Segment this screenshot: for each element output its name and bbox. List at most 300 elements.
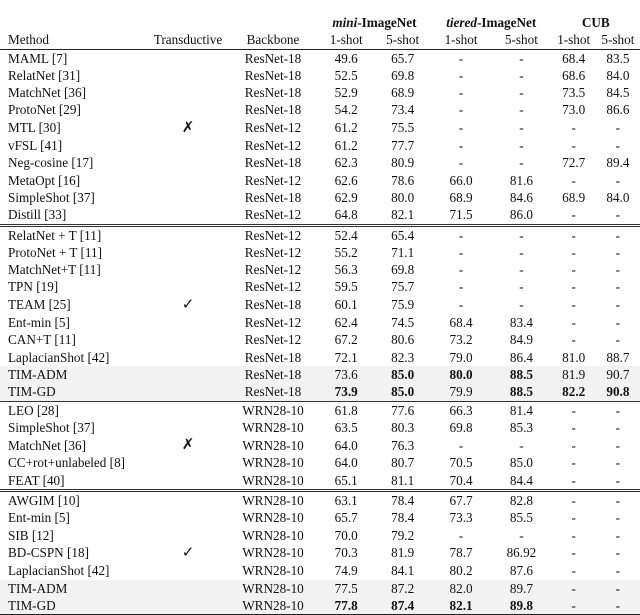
table-row <box>0 49 640 67</box>
table-row <box>0 544 640 562</box>
value-cell: 76.3 <box>391 437 415 453</box>
value-cell: - <box>458 437 464 453</box>
value-cell: - <box>615 493 621 509</box>
col-header-transductive: Transductive <box>148 31 228 49</box>
value-cell: - <box>519 437 524 453</box>
transductive-cell <box>148 206 228 225</box>
value-cell: 86.92 <box>506 545 537 561</box>
value-cell: - <box>615 527 621 543</box>
backbone-cell: ResNet-12 <box>244 120 302 136</box>
method-cell: MetaOpt [16] <box>8 172 81 188</box>
backbone-cell: WRN28-10 <box>242 419 304 435</box>
backbone-cell: ResNet-18 <box>244 102 302 118</box>
transductive-cell <box>148 154 228 171</box>
value-cell: 79.2 <box>391 527 415 543</box>
value-cell: 80.9 <box>391 155 415 171</box>
value-cell: - <box>571 545 576 561</box>
group-header-tiered-imagenet: tiered-ImageNet <box>446 15 537 30</box>
value-cell: 84.1 <box>391 563 415 579</box>
table-row <box>0 261 640 278</box>
value-cell: - <box>571 527 576 543</box>
table-row <box>0 580 640 597</box>
value-cell: 78.7 <box>449 545 473 561</box>
value-cell: 82.0 <box>431 580 491 597</box>
value-cell: - <box>458 67 464 83</box>
value-cell: - <box>571 510 576 526</box>
value-cell: 85.0 <box>509 455 533 471</box>
value-cell: - <box>571 437 576 453</box>
value-cell: - <box>552 472 596 491</box>
method-cell: Ent-min [5] <box>8 510 70 526</box>
table-row <box>0 527 640 544</box>
value-cell: - <box>615 262 621 278</box>
table-row <box>0 314 640 331</box>
value-cell: 86.6 <box>606 102 630 118</box>
value-cell: 52.5 <box>334 67 358 83</box>
table-row <box>0 472 640 491</box>
value-cell: 89.7 <box>491 580 551 597</box>
value-cell: 73.6 <box>318 366 374 383</box>
value-cell: - <box>571 419 576 435</box>
value-cell: - <box>615 297 621 313</box>
value-cell: - <box>571 138 576 154</box>
col-header-shot: 5-shot <box>374 31 430 49</box>
value-cell: 86.4 <box>509 349 533 365</box>
value-cell: 81.0 <box>562 349 586 365</box>
transductive-cell <box>148 225 228 244</box>
value-cell: 72.7 <box>562 155 586 171</box>
transductive-cell <box>148 472 228 491</box>
backbone-cell: ResNet-18 <box>244 297 302 313</box>
value-cell: 75.7 <box>391 279 415 295</box>
table-row <box>0 172 640 189</box>
value-cell: - <box>571 244 576 260</box>
value-cell: - <box>458 50 464 66</box>
value-cell: 67.7 <box>449 493 473 509</box>
transductive-cell <box>148 454 228 471</box>
table-row <box>0 137 640 154</box>
value-cell: 55.2 <box>334 244 358 260</box>
value-cell: 64.0 <box>334 455 358 471</box>
transductive-cell <box>148 172 228 189</box>
value-cell: 80.0 <box>431 366 491 383</box>
table-row <box>0 509 640 526</box>
value-cell: 90.8 <box>596 383 640 401</box>
value-cell: 73.2 <box>449 332 473 348</box>
value-cell: 81.4 <box>509 402 533 418</box>
transductive-cell <box>148 383 228 401</box>
table-row <box>0 84 640 101</box>
backbone-cell: ResNet-18 <box>244 189 302 205</box>
value-cell: 81.6 <box>509 172 533 188</box>
transductive-cell <box>148 137 228 154</box>
value-cell: - <box>615 455 621 471</box>
value-cell: 86.0 <box>491 206 551 225</box>
value-cell: - <box>519 297 524 313</box>
header-row-groups <box>0 14 640 31</box>
transductive-cell <box>148 189 228 206</box>
value-cell: 89.4 <box>606 155 630 171</box>
method-cell: CAN+T [11] <box>8 332 76 348</box>
table-row <box>0 119 640 137</box>
value-cell: 79.0 <box>449 349 473 365</box>
value-cell: - <box>596 580 640 597</box>
value-cell: 82.1 <box>431 597 491 615</box>
value-cell: 84.6 <box>509 189 533 205</box>
value-cell: 84.0 <box>606 67 630 83</box>
method-cell: MTL [30] <box>8 120 61 136</box>
value-cell: 65.7 <box>334 510 358 526</box>
backbone-cell: ResNet-18 <box>244 85 302 101</box>
value-cell: 65.1 <box>318 472 374 491</box>
table-row <box>0 454 640 471</box>
value-cell: 82.1 <box>374 206 430 225</box>
value-cell: 88.5 <box>491 383 551 401</box>
value-cell: 83.4 <box>509 315 533 331</box>
value-cell: 73.4 <box>391 102 415 118</box>
table-row <box>0 349 640 366</box>
transductive-cell <box>148 419 228 436</box>
value-cell: 73.9 <box>318 383 374 401</box>
table-row <box>0 225 640 244</box>
transductive-cell: ✗ <box>181 119 195 136</box>
value-cell: - <box>571 493 576 509</box>
method-cell: TIM-ADM <box>0 580 148 597</box>
col-header-method: Method <box>0 31 148 49</box>
value-cell: 87.4 <box>374 597 430 615</box>
value-cell: 75.5 <box>391 120 415 136</box>
table-row <box>0 401 640 419</box>
value-cell: 74.9 <box>334 563 358 579</box>
value-cell: - <box>458 527 464 543</box>
value-cell: 61.8 <box>334 402 358 418</box>
value-cell: 87.6 <box>509 563 533 579</box>
value-cell: 89.8 <box>491 597 551 615</box>
value-cell: 80.0 <box>391 189 415 205</box>
method-cell: CC+rot+unlabeled [8] <box>8 455 126 471</box>
value-cell: 68.9 <box>391 85 415 101</box>
transductive-cell <box>148 278 228 295</box>
method-cell: LaplacianShot [42] <box>8 349 110 365</box>
method-cell: TIM-GD <box>0 383 148 401</box>
value-cell: - <box>519 85 524 101</box>
value-cell: - <box>519 262 524 278</box>
table-row <box>0 154 640 171</box>
value-cell: 84.0 <box>606 189 630 205</box>
value-cell: - <box>458 102 464 118</box>
value-cell: 88.7 <box>606 349 630 365</box>
backbone-cell: WRN28-10 <box>242 402 304 418</box>
value-cell: 71.5 <box>431 206 491 225</box>
backbone-cell: ResNet-18 <box>228 383 318 401</box>
value-cell: - <box>571 227 576 243</box>
value-cell: 62.4 <box>334 315 358 331</box>
value-cell: 62.6 <box>334 172 358 188</box>
value-cell: - <box>571 262 576 278</box>
table-row <box>0 296 640 314</box>
value-cell: - <box>519 67 524 83</box>
value-cell: - <box>615 402 621 418</box>
value-cell: 69.8 <box>449 419 473 435</box>
value-cell: - <box>615 120 621 136</box>
backbone-cell: WRN28-10 <box>242 437 304 453</box>
backbone-cell: ResNet-12 <box>244 332 302 348</box>
value-cell: 67.2 <box>334 332 358 348</box>
value-cell: 63.1 <box>334 493 358 509</box>
col-header-backbone: Backbone <box>228 31 318 49</box>
table-row <box>0 366 640 383</box>
transductive-cell <box>148 261 228 278</box>
value-cell: - <box>552 580 596 597</box>
transductive-cell <box>148 331 228 348</box>
backbone-cell: ResNet-12 <box>244 244 302 260</box>
transductive-cell <box>148 597 228 615</box>
header-row-columns <box>0 31 640 49</box>
method-cell: MatchNet+T [11] <box>8 262 101 278</box>
transductive-cell <box>148 84 228 101</box>
table-row <box>0 67 640 84</box>
value-cell: - <box>615 172 621 188</box>
value-cell: - <box>571 402 576 418</box>
value-cell: - <box>458 297 464 313</box>
value-cell: - <box>552 597 596 615</box>
backbone-cell: WRN28-10 <box>242 545 304 561</box>
value-cell: 64.8 <box>318 206 374 225</box>
value-cell: 70.3 <box>334 545 358 561</box>
value-cell: 84.5 <box>606 85 630 101</box>
transductive-cell: ✓ <box>181 296 195 313</box>
transductive-cell <box>148 314 228 331</box>
value-cell: 82.8 <box>509 493 533 509</box>
value-cell: - <box>615 545 621 561</box>
group-header-mini-imagenet: mini-ImageNet <box>332 15 417 30</box>
value-cell: 63.5 <box>334 419 358 435</box>
value-cell: 56.3 <box>334 262 358 278</box>
value-cell: - <box>615 244 621 260</box>
value-cell: 61.2 <box>334 138 358 154</box>
transductive-cell <box>148 101 228 118</box>
value-cell: 62.9 <box>334 189 358 205</box>
value-cell: 68.9 <box>562 189 586 205</box>
backbone-cell: ResNet-18 <box>244 50 302 66</box>
value-cell: 84.4 <box>491 472 551 491</box>
results-table <box>0 14 640 615</box>
col-header-shot: 5-shot <box>491 31 551 49</box>
value-cell: 83.5 <box>606 50 630 66</box>
value-cell: 90.7 <box>596 366 640 383</box>
value-cell: 66.0 <box>449 172 473 188</box>
value-cell: - <box>615 563 621 579</box>
method-cell: FEAT [40] <box>0 472 148 491</box>
value-cell: - <box>458 138 464 154</box>
col-header-shot: 5-shot <box>596 31 640 49</box>
value-cell: 82.2 <box>552 383 596 401</box>
value-cell: 80.7 <box>391 455 415 471</box>
value-cell: - <box>519 155 524 171</box>
value-cell: 69.8 <box>391 262 415 278</box>
value-cell: - <box>596 472 640 491</box>
value-cell: - <box>615 138 621 154</box>
transductive-cell <box>148 509 228 526</box>
value-cell: 70.4 <box>431 472 491 491</box>
value-cell: - <box>458 155 464 171</box>
transductive-cell <box>148 49 228 67</box>
value-cell: - <box>615 227 621 243</box>
table-row <box>0 331 640 348</box>
value-cell: - <box>596 597 640 615</box>
value-cell: - <box>458 244 464 260</box>
transductive-cell <box>148 366 228 383</box>
value-cell: 78.4 <box>391 510 415 526</box>
backbone-cell: ResNet-12 <box>244 279 302 295</box>
value-cell: 77.8 <box>318 597 374 615</box>
method-cell: TEAM [25] <box>8 297 71 313</box>
table-row <box>0 491 640 510</box>
value-cell: - <box>571 297 576 313</box>
value-cell: 68.9 <box>449 189 473 205</box>
method-cell: MAML [7] <box>8 50 68 66</box>
backbone-cell: ResNet-12 <box>244 172 302 188</box>
transductive-cell <box>148 401 228 419</box>
value-cell: 80.3 <box>391 419 415 435</box>
value-cell: - <box>458 120 464 136</box>
value-cell: 84.9 <box>509 332 533 348</box>
value-cell: - <box>571 120 576 136</box>
transductive-cell: ✗ <box>181 437 195 454</box>
value-cell: 73.5 <box>562 85 586 101</box>
value-cell: - <box>552 206 596 225</box>
value-cell: 73.3 <box>449 510 473 526</box>
value-cell: 77.5 <box>318 580 374 597</box>
value-cell: 85.0 <box>374 383 430 401</box>
method-cell: SIB [12] <box>8 527 54 543</box>
col-header-shot: 1-shot <box>431 31 491 49</box>
method-cell: MatchNet [36] <box>8 437 86 453</box>
method-cell: TPN [19] <box>8 279 59 295</box>
backbone-cell: ResNet-12 <box>244 315 302 331</box>
value-cell: - <box>458 279 464 295</box>
value-cell: 80.2 <box>449 563 473 579</box>
method-cell: Ent-min [5] <box>8 315 70 331</box>
table-body <box>0 49 640 615</box>
value-cell: 61.2 <box>334 120 358 136</box>
transductive-cell <box>148 349 228 366</box>
method-cell: AWGIM [10] <box>8 493 80 509</box>
backbone-cell: WRN28-10 <box>228 580 318 597</box>
value-cell: 85.5 <box>509 510 533 526</box>
value-cell: 81.9 <box>552 366 596 383</box>
backbone-cell: WRN28-10 <box>228 597 318 615</box>
value-cell: 69.8 <box>391 67 415 83</box>
method-cell: SimpleShot [37] <box>8 189 95 205</box>
method-cell: Neg-cosine [17] <box>8 155 94 171</box>
backbone-cell: WRN28-10 <box>242 510 304 526</box>
table-row <box>0 206 640 225</box>
value-cell: - <box>615 510 621 526</box>
value-cell: 62.3 <box>334 155 358 171</box>
value-cell: 74.5 <box>391 315 415 331</box>
transductive-cell <box>148 244 228 261</box>
backbone-cell: WRN28-10 <box>242 455 304 471</box>
value-cell: 85.0 <box>374 366 430 383</box>
value-cell: 68.4 <box>449 315 473 331</box>
value-cell: 65.7 <box>391 50 415 66</box>
value-cell: - <box>519 527 524 543</box>
table-row <box>0 278 640 295</box>
backbone-cell: WRN28-10 <box>228 472 318 491</box>
backbone-cell: ResNet-12 <box>244 262 302 278</box>
value-cell: 72.1 <box>334 349 358 365</box>
value-cell: 85.3 <box>509 419 533 435</box>
table-row <box>0 189 640 206</box>
value-cell: - <box>519 50 524 66</box>
value-cell: - <box>519 244 524 260</box>
method-cell: TIM-GD <box>0 597 148 615</box>
table-row <box>0 436 640 454</box>
backbone-cell: WRN28-10 <box>242 563 304 579</box>
value-cell: 79.9 <box>431 383 491 401</box>
value-cell: - <box>571 332 576 348</box>
value-cell: 80.6 <box>391 332 415 348</box>
table-row <box>0 419 640 436</box>
value-cell: 68.6 <box>562 67 586 83</box>
value-cell: - <box>596 206 640 225</box>
method-cell: RelatNet [31] <box>8 67 81 83</box>
backbone-cell: ResNet-18 <box>244 155 302 171</box>
value-cell: - <box>458 85 464 101</box>
value-cell: 70.5 <box>449 455 473 471</box>
value-cell: - <box>519 120 524 136</box>
value-cell: 70.0 <box>334 527 358 543</box>
col-header-shot: 1-shot <box>318 31 374 49</box>
method-cell: MatchNet [36] <box>8 85 86 101</box>
value-cell: - <box>615 332 621 348</box>
value-cell: - <box>571 279 576 295</box>
value-cell: 64.0 <box>334 437 358 453</box>
value-cell: 81.9 <box>391 545 415 561</box>
method-cell: ProtoNet [29] <box>8 102 81 118</box>
value-cell: 49.6 <box>334 50 358 66</box>
table-row <box>0 244 640 261</box>
backbone-cell: ResNet-12 <box>244 138 302 154</box>
value-cell: 52.9 <box>334 85 358 101</box>
method-cell: SimpleShot [37] <box>8 419 95 435</box>
transductive-cell: ✓ <box>181 544 195 561</box>
method-cell: vFSL [41] <box>8 138 63 154</box>
table-row <box>0 101 640 118</box>
transductive-cell <box>148 580 228 597</box>
value-cell: 88.5 <box>491 366 551 383</box>
backbone-cell: WRN28-10 <box>242 527 304 543</box>
table-row <box>0 383 640 401</box>
method-cell: Distill [33] <box>0 206 148 225</box>
transductive-cell <box>148 491 228 510</box>
method-cell: ProtoNet + T [11] <box>8 244 103 260</box>
value-cell: 54.2 <box>334 102 358 118</box>
value-cell: 77.6 <box>391 402 415 418</box>
backbone-cell: ResNet-18 <box>244 67 302 83</box>
method-cell: LEO [28] <box>8 402 59 418</box>
value-cell: 77.7 <box>391 138 415 154</box>
value-cell: 71.1 <box>391 244 415 260</box>
table-row <box>0 597 640 615</box>
value-cell: 68.4 <box>562 50 586 66</box>
value-cell: 73.0 <box>562 102 586 118</box>
col-header-shot: 1-shot <box>552 31 596 49</box>
value-cell: - <box>571 315 576 331</box>
method-cell: LaplacianShot [42] <box>8 563 110 579</box>
value-cell: 75.9 <box>391 297 415 313</box>
